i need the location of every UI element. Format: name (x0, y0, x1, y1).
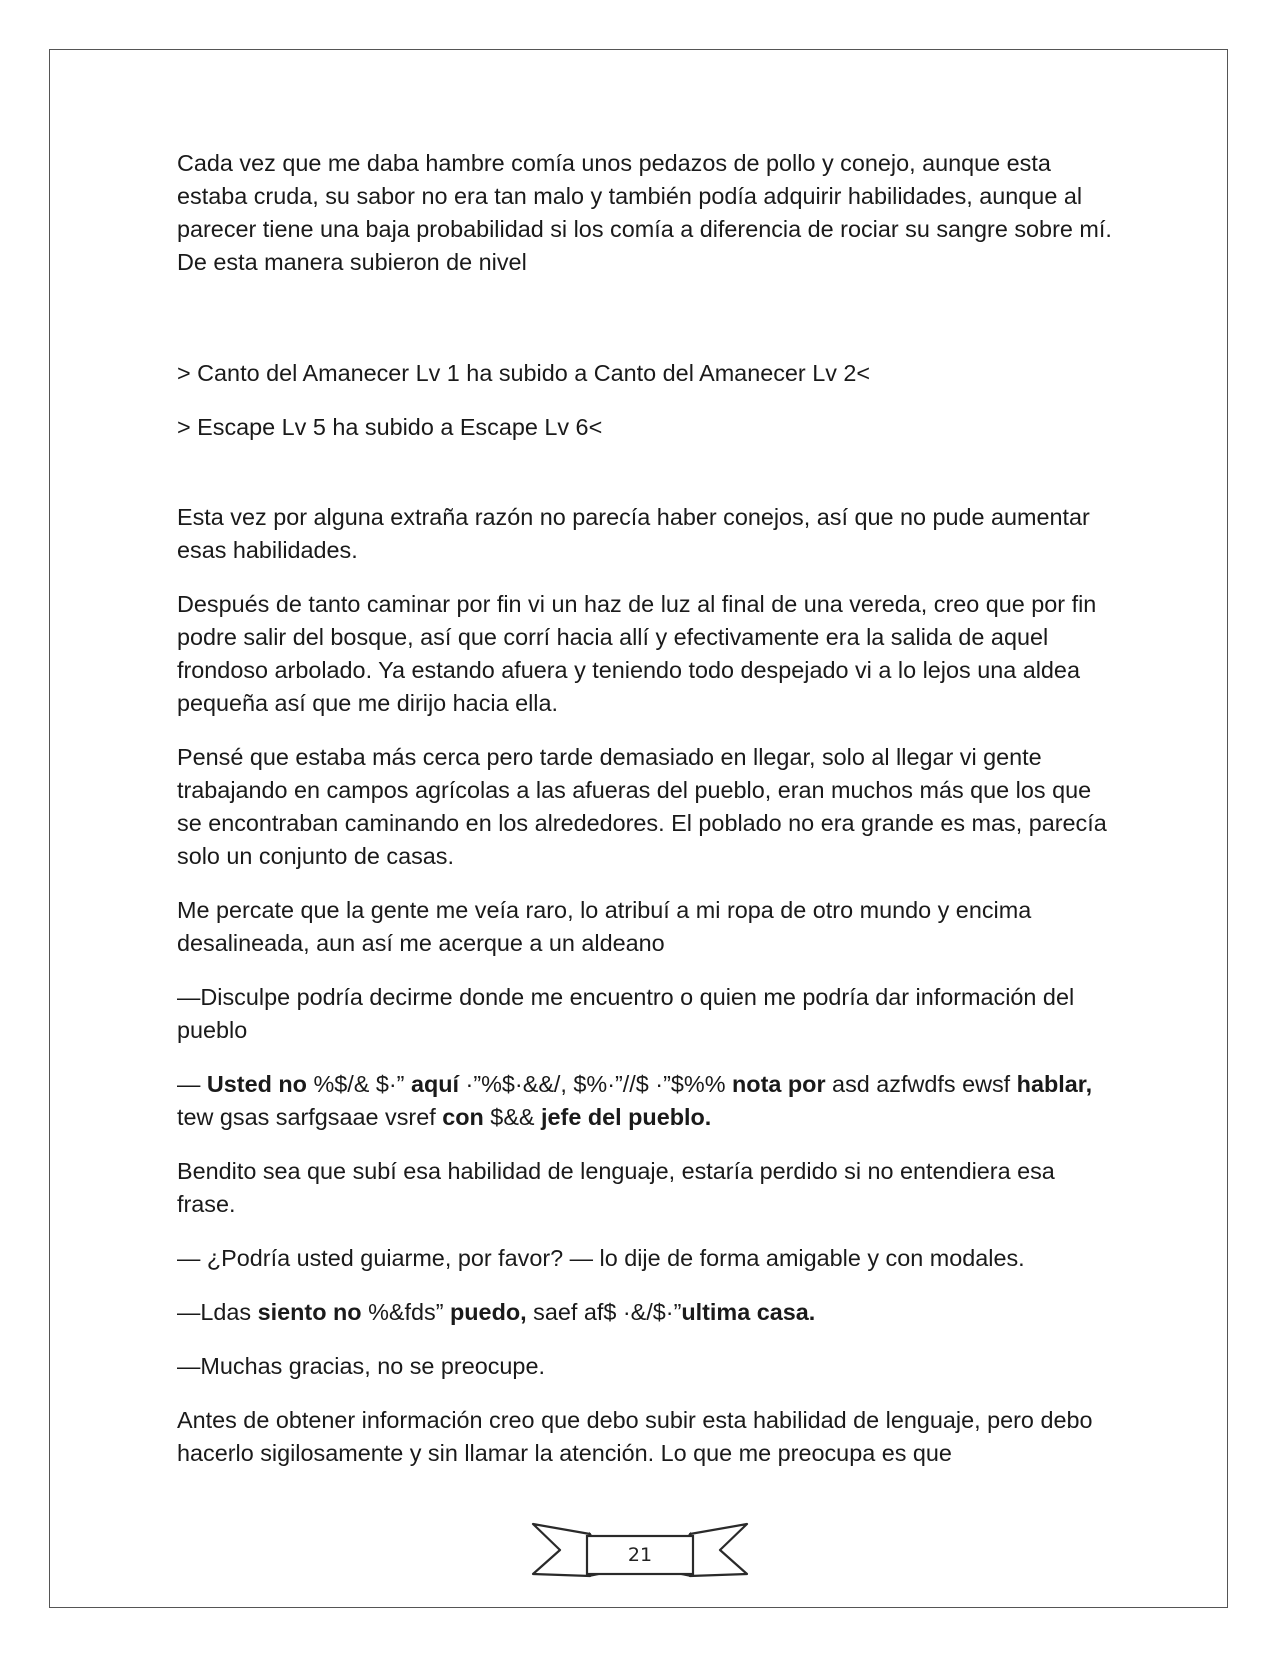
document-body (177, 147, 1113, 1491)
dialogue-2-bold: con (442, 1104, 484, 1130)
dialogue-2-bold: aquí (410, 1071, 460, 1097)
paragraph-1: Cada vez que me daba hambre comía unos pedazos de pollo y conejo, aunque esta estaba cruda, su sabor no era tan malo y también podía adquirir habilidades, aunque al parecer tiene una baja probabilidad si los comía a diferencia de rociar su sangre sobre mí. De esta manera subieron de nivel (177, 150, 1112, 275)
dialogue-4-garbled (177, 1296, 1113, 1329)
dialogue-2-segment: — (177, 1071, 207, 1097)
dialogue-2-bold: nota por (732, 1071, 826, 1097)
paragraph-3: Después de tanto caminar por fin vi un haz de luz al final de una vereda, creo que por fin podre salir del bosque, así que corrí hacia allí y efectivamente era la salida de aquel frondoso arbolado. Ya estando afuera y teniendo todo despejado vi a lo lejos una aldea pequeña así que me dirijo hacia ella. (177, 591, 1097, 716)
dialogue-2-bold: Usted no (206, 1071, 307, 1097)
dialogue-1: —Disculpe podría decirme donde me encuentro o quien me podría dar información del pueblo (177, 984, 1075, 1043)
dialogue-2-segment: ·”%$·&&/, $%·”//$ ·”$%% (459, 1071, 732, 1097)
paragraph-8: Bendito sea que subí esa habilidad de lenguaje, estaría perdido si no entendiera esa frase. (177, 1158, 1055, 1217)
page-number: 21 (627, 1544, 653, 1566)
skill-levelup-1: > Canto del Amanecer Lv 1 ha subido a Canto del Amanecer Lv 2< (177, 360, 871, 386)
paragraph-4: Pensé que estaba más cerca pero tarde demasiado en llegar, solo al llegar vi gente trabajando en campos agrícolas a las afueras del pueblo, eran muchos más que los que se encontraban caminando en los alrededores. El poblado no era grande es mas, parecía solo un conjunto de casas. (177, 744, 1107, 869)
dialogue-4-segment: %&fds” (361, 1299, 450, 1325)
dialogue-4-bold: siento no (257, 1299, 362, 1325)
dialogue-2-segment: $&& (483, 1104, 542, 1130)
dialogue-4-segment: —Ldas (177, 1299, 258, 1325)
dialogue-4-bold: ultima casa. (681, 1299, 816, 1325)
dialogue-2-segment: asd azfwdfs ewsf (825, 1071, 1017, 1097)
paragraph-12: Antes de obtener información creo que debo subir esta habilidad de lenguaje, pero debo hacerlo sigilosamente y sin llamar la atención. Lo que me preocupa es que (177, 1407, 1093, 1466)
skill-levelup-2: > Escape Lv 5 ha subido a Escape Lv 6< (177, 414, 603, 440)
dialogue-4-segment: saef af$ ·&/$·” (526, 1299, 682, 1325)
dialogue-3: — ¿Podría usted guiarme, por favor? — lo dije de forma amigable y con modales. (177, 1245, 1025, 1271)
paragraph-5: Me percate que la gente me veía raro, lo atribuí a mi ropa de otro mundo y encima desalineada, aun así me acerque a un aldeano (177, 897, 1032, 956)
dialogue-2-segment: %$/& $·” (306, 1071, 411, 1097)
dialogue-2-garbled (177, 1068, 1113, 1134)
dialogue-2-bold: hablar, (1016, 1071, 1093, 1097)
dialogue-2-bold: jefe del pueblo. (541, 1104, 712, 1130)
dialogue-5: —Muchas gracias, no se preocupe. (177, 1353, 545, 1379)
dialogue-2-segment: tew gsas sarfgsaae vsref (177, 1104, 443, 1130)
dialogue-4-bold: puedo, (449, 1299, 527, 1325)
paragraph-2: Esta vez por alguna extraña razón no parecía haber conejos, así que no pude aumentar esas habilidades. (177, 504, 1090, 563)
